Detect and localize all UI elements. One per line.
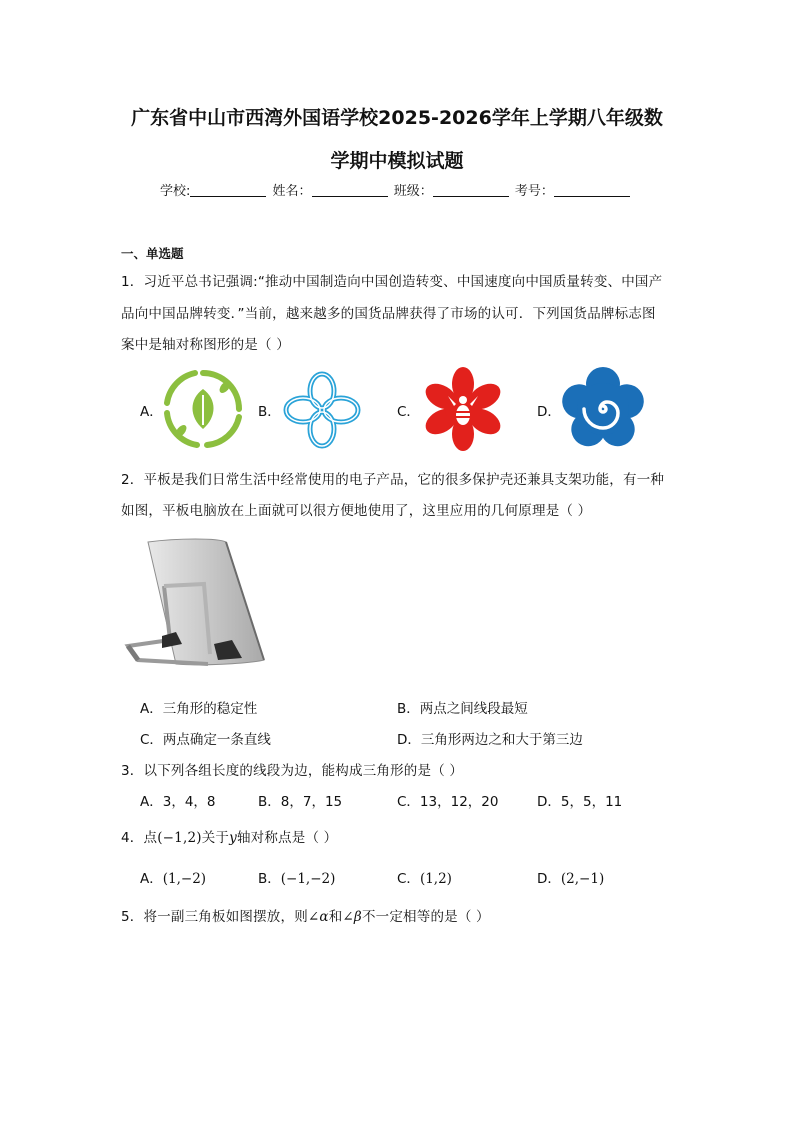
q1-option-d-label: D． [537,404,561,420]
q4-point: (−1,2) [157,830,202,846]
exam-title-line1: 广东省中山市西湾外国语学校2025-2026学年上学期八年级数 [131,107,663,129]
q4-text [121,826,337,846]
q4-option-d-label: D． [537,871,561,887]
exam-number-blank[interactable] [554,184,630,197]
q4-option-a-value: (1,−2) [162,871,207,887]
exam-title-line2: 学期中模拟试题 [330,150,464,172]
tablet-on-stand-image [118,536,270,670]
q2-option-c: C．两点确定一条直线 [140,732,271,748]
q4-prefix: 4．点 [121,830,158,846]
q2-option-b: B．两点之间线段最短 [397,701,528,717]
q4-option-d [537,867,604,887]
school-label: 学校: [160,184,191,199]
q5-angle-alpha: ∠α [307,909,329,925]
q4-option-a-label: A． [140,871,163,887]
q1-text-line2: 品向中国品牌转变．”当前，越来越多的国货品牌获得了市场的认可．下列国货品牌标志图 [121,306,656,322]
q1-text-line3: 案中是轴对称图形的是（ ） [121,337,290,353]
q3-option-b: B．8，7，15 [258,794,343,810]
red-flower-bee-logo-icon [420,366,506,452]
q4-option-c [397,867,452,887]
q4-middle: 关于 [201,830,230,846]
class-blank[interactable] [433,184,509,197]
q4-option-b [258,867,335,887]
q1-option-b-label: B． [258,404,281,420]
q4-option-c-label: C． [397,871,420,887]
q3-option-d: D．5，5，11 [537,794,623,810]
q3-option-a: A．3，4，8 [140,794,216,810]
blue-rose-spiral-logo-icon [560,366,646,452]
green-leaf-circle-logo-icon [163,369,243,449]
q2-option-d: D．三角形两边之和大于第三边 [397,732,583,748]
q5-suffix: 不一定相等的是（ ） [361,909,490,925]
q3-text: 3．以下列各组长度的线段为边，能构成三角形的是（ ） [121,763,464,779]
student-info-fields [160,180,632,199]
name-label: 姓名： [272,184,312,199]
q4-option-a [140,867,206,887]
school-blank[interactable] [190,184,266,197]
q4-option-b-value: (−1,−2) [280,871,336,887]
q5-text [121,905,490,925]
q3-option-c: C．13，12，20 [397,794,499,810]
q1-text-line1: 1．习近平总书记强调:“推动中国制造向中国创造转变、中国速度向中国质量转变、中国产 [121,274,663,290]
section-title: 一、单选题 [121,246,184,261]
q5-prefix: 5．将一副三角板如图摆放，则 [121,909,308,925]
q4-option-c-value: (1,2) [419,871,452,887]
exam-number-label: 考号： [514,184,554,199]
q1-option-a-label: A． [140,404,163,420]
q1-option-c-label: C． [397,404,420,420]
name-blank[interactable] [312,184,388,197]
q4-option-d-value: (2,−1) [560,871,605,887]
q4-suffix: 轴对称点是（ ） [236,830,338,846]
blue-knot-logo-icon [281,369,363,451]
q5-and: 和 [328,909,343,925]
q4-option-b-label: B． [258,871,281,887]
class-label: 班级： [393,184,433,199]
q5-angle-beta: ∠β [342,909,362,925]
q2-text-line1: 2．平板是我们日常生活中经常使用的电子产品，它的很多保护壳还兼具支架功能，有一种 [121,472,665,488]
q2-text-line2: 如图，平板电脑放在上面就可以很方便地使用了，这里应用的几何原理是（ ） [121,503,592,519]
q4-axis: y [229,830,237,846]
q2-option-a: A．三角形的稳定性 [140,701,258,717]
